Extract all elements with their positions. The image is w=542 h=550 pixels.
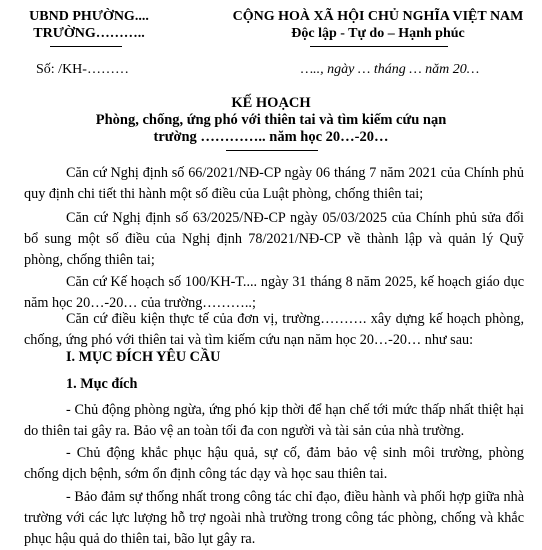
bullet-purpose-3: - Bảo đảm sự thống nhất trong công tác chỉ đạo, điều hành và phối hợp giữa nhà trường với các lực lượng hỗ trợ ngoài nhà trường trong công tác phòng, chống và khắc phục hậu quả do thiên tai, bão lụt gây ra. [24,489,524,547]
national-motto: Độc lập - Tự do – Hạnh phúc [291,26,465,41]
document-date: ….., ngày … tháng … năm 20… [300,62,480,77]
paragraph-basis-3: Căn cứ Kế hoạch số 100/KH-T.... ngày 31 tháng 8 năm 2025, kế hoạch giáo dục năm học 20…-20… của trường………..; [24,274,524,311]
section-heading: I. MỤC ĐÍCH YÊU CẦU [66,349,221,365]
paragraph-basis-1: Căn cứ Nghị định số 66/2021/NĐ-CP ngày 06 tháng 7 năm 2021 của Chính phủ quy định chi tiết thi hành một số điều của Luật phòng, chống thiên tai; [24,165,524,202]
right-header-underline [310,46,448,47]
paragraph-basis-4: Căn cứ điều kiện thực tế của đơn vị, trường………. xây dựng kế hoạch phòng, chống, ứng phó với thiên tai và tìm kiếm cứu nạn năm học 20…-20… như sau: [24,311,524,348]
subsection-heading: 1. Mục đích [66,376,138,392]
school-name: TRƯỜNG……….. [33,26,145,41]
document-subtitle: Phòng, chống, ứng phó với thiên tai và tìm kiếm cứu nạn [95,112,447,128]
bullet-purpose-2: - Chủ động khắc phục hậu quả, sự cố, đảm bảo vệ sinh môi trường, phòng chống dịch bệnh, sớm ổn định công tác dạy và học sau thiên tai. [24,445,524,482]
left-header-underline [50,46,122,47]
paragraph-basis-2: Căn cứ Nghị định số 63/2025/NĐ-CP ngày 05/03/2025 của Chính phủ sửa đổi bổ sung một số điều của Nghị định 78/2021/NĐ-CP về thành lập và quản lý Quỹ phòng, chống thiên tai; [24,210,524,268]
bullet-purpose-1: - Chủ động phòng ngừa, ứng phó kịp thời để hạn chế tới mức thấp nhất thiệt hại do thiên tai gây ra. Bảo vệ an toàn tối đa con người và tài sản của nhà trường. [24,402,524,439]
document-title: KẾ HOẠCH [231,95,311,111]
title-underline [226,150,318,151]
agency-name: UBND PHƯỜNG.... [29,9,149,24]
document-number: Số: /KH-……… [36,62,129,77]
document-subtitle-school: trường ………….. năm học 20…-20… [153,129,389,145]
national-title: CỘNG HOÀ XÃ HỘI CHỦ NGHĨA VIỆT NAM [232,9,524,24]
